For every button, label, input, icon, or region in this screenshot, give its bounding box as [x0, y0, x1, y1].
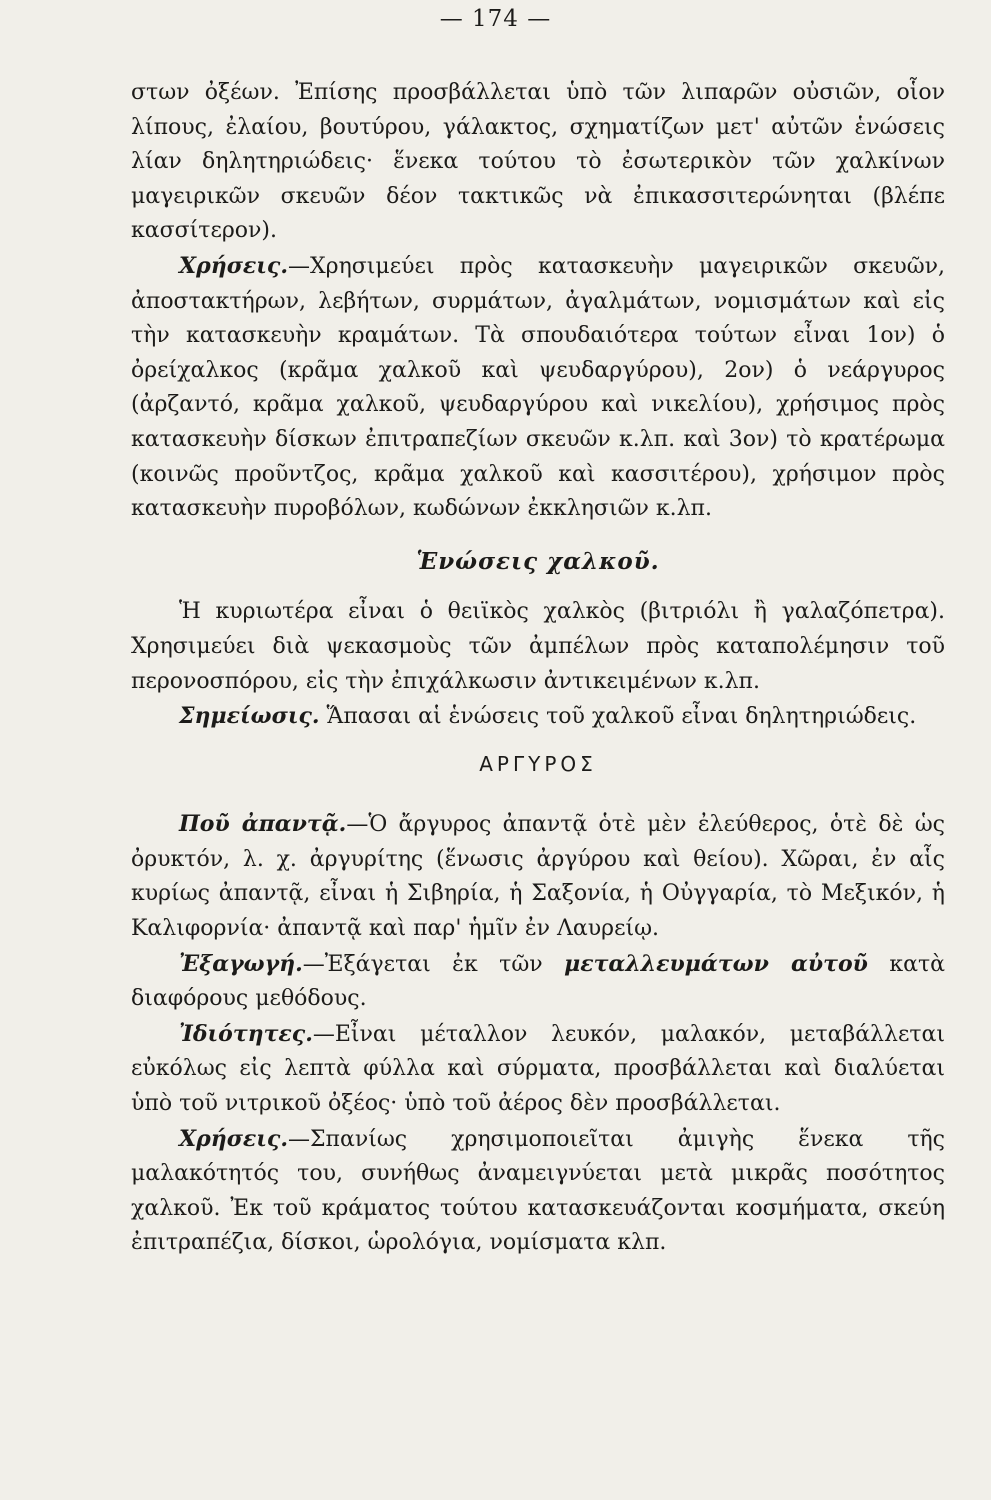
paragraph-copper-compounds: Ἡ κυριωτέρα εἶναι ὁ θειϊκὸς χαλκὸς (βιτριόλι ἢ γαλαζόπετρα). Χρησιμεύει διὰ ψεκασμοὺς τῶν ἀμπέλων πρὸς καταπολέμησιν τοῦ περονοσπόρου, εἰς τὴν ἐπιχάλκωσιν ἀντικειμένων κ.λπ.: [131, 599, 945, 694]
props-label: Ἰδιότητες.: [179, 1020, 313, 1047]
paragraph-silver-occurrence: [131, 807, 945, 946]
uses2-text: —Σπανίως χρησιμοποιεῖται ἀμιγὴς ἕνεκα τῆς μαλακότητός του, συνήθως ἀναμειγνύεται μετὰ μικρᾶς ποσότητος χαλκοῦ. Ἐκ τοῦ κράματος τούτου κατασκευάζονται κοσμήματα, σκεύη ἐπιτραπέζια, δίσκοι, ὡρολόγια, νομίσματα κλπ.: [131, 1126, 945, 1256]
uses-label: Χρήσεις.: [179, 252, 288, 279]
extract-text-a: —Ἐξάγεται ἐκ τῶν: [302, 951, 565, 977]
paragraph-silver-uses: [131, 1122, 945, 1261]
extract-bold: μεταλλευμάτων αὐτοῦ: [564, 950, 868, 977]
where-text: —Ὁ ἄργυρος ἀπαντᾷ ὁτὲ μὲν ἐλεύθερος, ὁτὲ δὲ ὡς ὀρυκτόν, λ. χ. ἀργυρίτης (ἕνωσις ἀργύρου καὶ θείου). Χῶραι, ἐν αἷς κυρίως ἀπαντᾷ, εἶναι ἡ Σιβηρία, ἡ Σαξονία, ἡ Οὐγγαρία, τὸ Μεξικόν, ἡ Καλιφορνία· ἀπαντᾷ καὶ παρ' ἡμῖν ἐν Λαυρείῳ.: [131, 812, 945, 942]
paragraph-silver-properties: [131, 1017, 945, 1122]
heading-copper-compounds: Ἑνώσεις χαλκοῦ.: [416, 547, 660, 575]
page-number: — 174 —: [439, 6, 552, 32]
paragraph-copper-reactions: στων ὀξέων. Ἐπίσης προσβάλλεται ὑπὸ τῶν λιπαρῶν οὐσιῶν, οἷον λίπους, ἐλαίου, βουτύρου, γάλακτος, σχηματίζων μετ' αὐτῶν ἑνώσεις λίαν δηλητηριώδεις· ἕνεκα τούτου τὸ ἐσωτερικὸν τῶν χαλκίνων μαγειρικῶν σκευῶν δέον τακτικῶς νὰ ἐπικασσιτερώνηται (βλέπε κασσίτερον).: [131, 80, 945, 244]
extract-text-b: κατὰ διαφόρους μεθόδους.: [131, 951, 945, 1012]
note-text: Ἅπασαι αἱ ἑνώσεις τοῦ χαλκοῦ εἶναι δηλητηριώδεις.: [319, 704, 917, 730]
extract-label: Ἐξαγωγή.: [179, 950, 303, 977]
paragraph-silver-extraction: [131, 947, 945, 1017]
uses2-label: Χρήσεις.: [179, 1125, 288, 1152]
props-text: —Εἶναι μέταλλον λευκόν, μαλακόν, μεταβάλλεται εὐκόλως εἰς λεπτὰ φύλλα καὶ σύρματα, προσβάλλεται καὶ διαλύεται ὑπὸ τοῦ νιτρικοῦ ὀξέος· ὑπὸ τοῦ ἀέρος δὲν προσβάλλεται.: [131, 1021, 945, 1117]
paragraph-note: [131, 699, 945, 735]
where-label: Ποῦ ἀπαντᾷ.: [179, 811, 347, 838]
note-label: Σημείωσις.: [179, 703, 320, 730]
heading-silver: ΑΡΓΥΡΟΣ: [479, 751, 597, 776]
paragraph-copper-uses: [131, 249, 945, 527]
uses-text: —Χρησιμεύει πρὸς κατασκευὴν μαγειρικῶν σκευῶν, ἀποστακτήρων, λεβήτων, συρμάτων, ἀγαλμάτων, νομισμάτων καὶ εἰς τὴν κατασκευὴν κραμάτων. Τὰ σπουδαιότερα τούτων εἶναι 1ον) ὁ ὀρείχαλκος (κρᾶμα χαλκοῦ καὶ ψευδαργύρου), 2ον) ὁ νεάργυρος (ἀρζαντό, κρᾶμα χαλκοῦ, ψευδαργύρου καὶ νικελίου), χρήσιμος πρὸς κατασκευὴν δίσκων ἐπιτραπεζίων σκευῶν κ.λπ. καὶ 3ον) τὸ κρατέρωμα (κοινῶς προῦντζος, κρᾶμα χαλκοῦ καὶ κασσιτέρου), χρήσιμον πρὸς κατασκευὴν πυροβόλων, κωδώνων ἐκκλησιῶν κ.λπ.: [131, 253, 945, 522]
page-body: [131, 76, 945, 1261]
